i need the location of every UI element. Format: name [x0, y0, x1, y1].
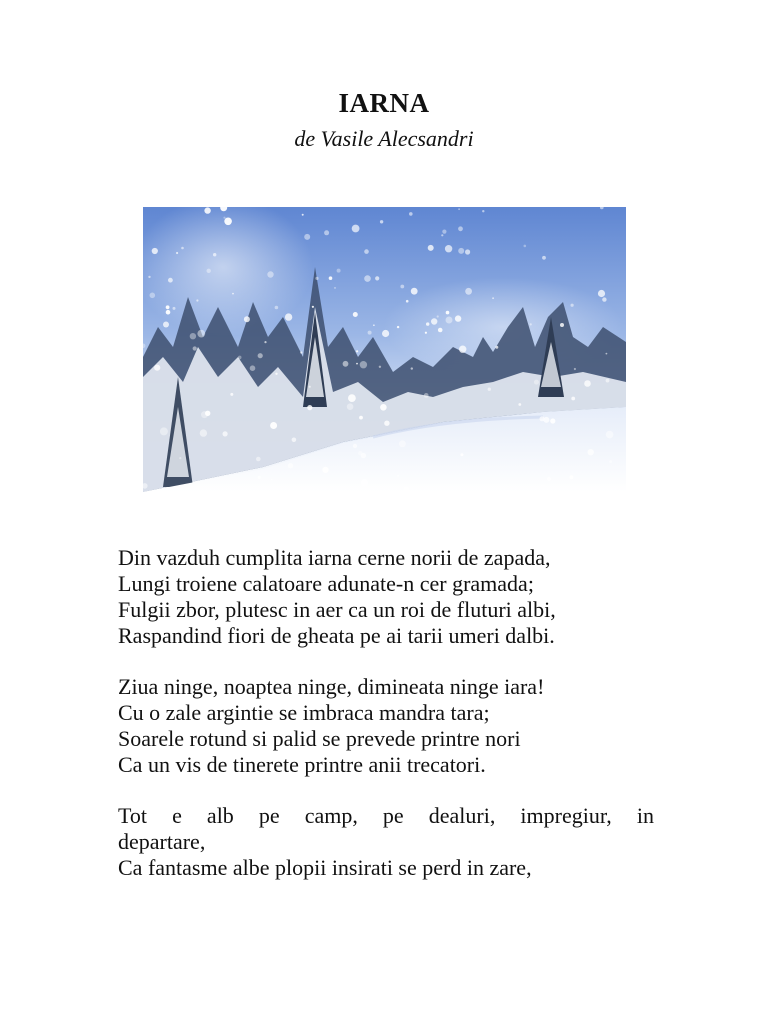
poem-title: IARNA [338, 88, 430, 118]
poem-line: Fulgii zbor, plutesc in aer ca un roi de fluturi albi, [118, 597, 556, 622]
poem-line: Lungi troiene calatoare adunate-n cer gramada; [118, 571, 534, 596]
poem-body [118, 545, 654, 906]
poem-line: Ca un vis de tinerete printre anii trecatori. [118, 752, 486, 777]
poem-line: Ca fantasme albe plopii insirati se perd in zare, [118, 855, 532, 880]
poem-line: Raspandind fiori de gheata pe ai tarii umeri dalbi. [118, 623, 555, 648]
stanza-1 [118, 545, 654, 649]
poem-line: departare, [118, 829, 206, 854]
stanza-2 [118, 674, 654, 778]
poem-line: Soarele rotund si palid se prevede printre nori [118, 726, 521, 751]
poem-author: de Vasile Alecsandri [294, 126, 474, 151]
stanza-3 [118, 803, 654, 881]
winter-landscape-image [143, 207, 626, 492]
poem-line: Ziua ninge, noaptea ninge, dimineata ninge iara! [118, 674, 545, 699]
poem-line: Cu o zale argintie se imbraca mandra tara; [118, 700, 490, 725]
poem-line: Tot e alb pe camp, pe dealuri, impregiur, in [118, 803, 654, 828]
poem-line: Din vazduh cumplita iarna cerne norii de zapada, [118, 545, 551, 570]
